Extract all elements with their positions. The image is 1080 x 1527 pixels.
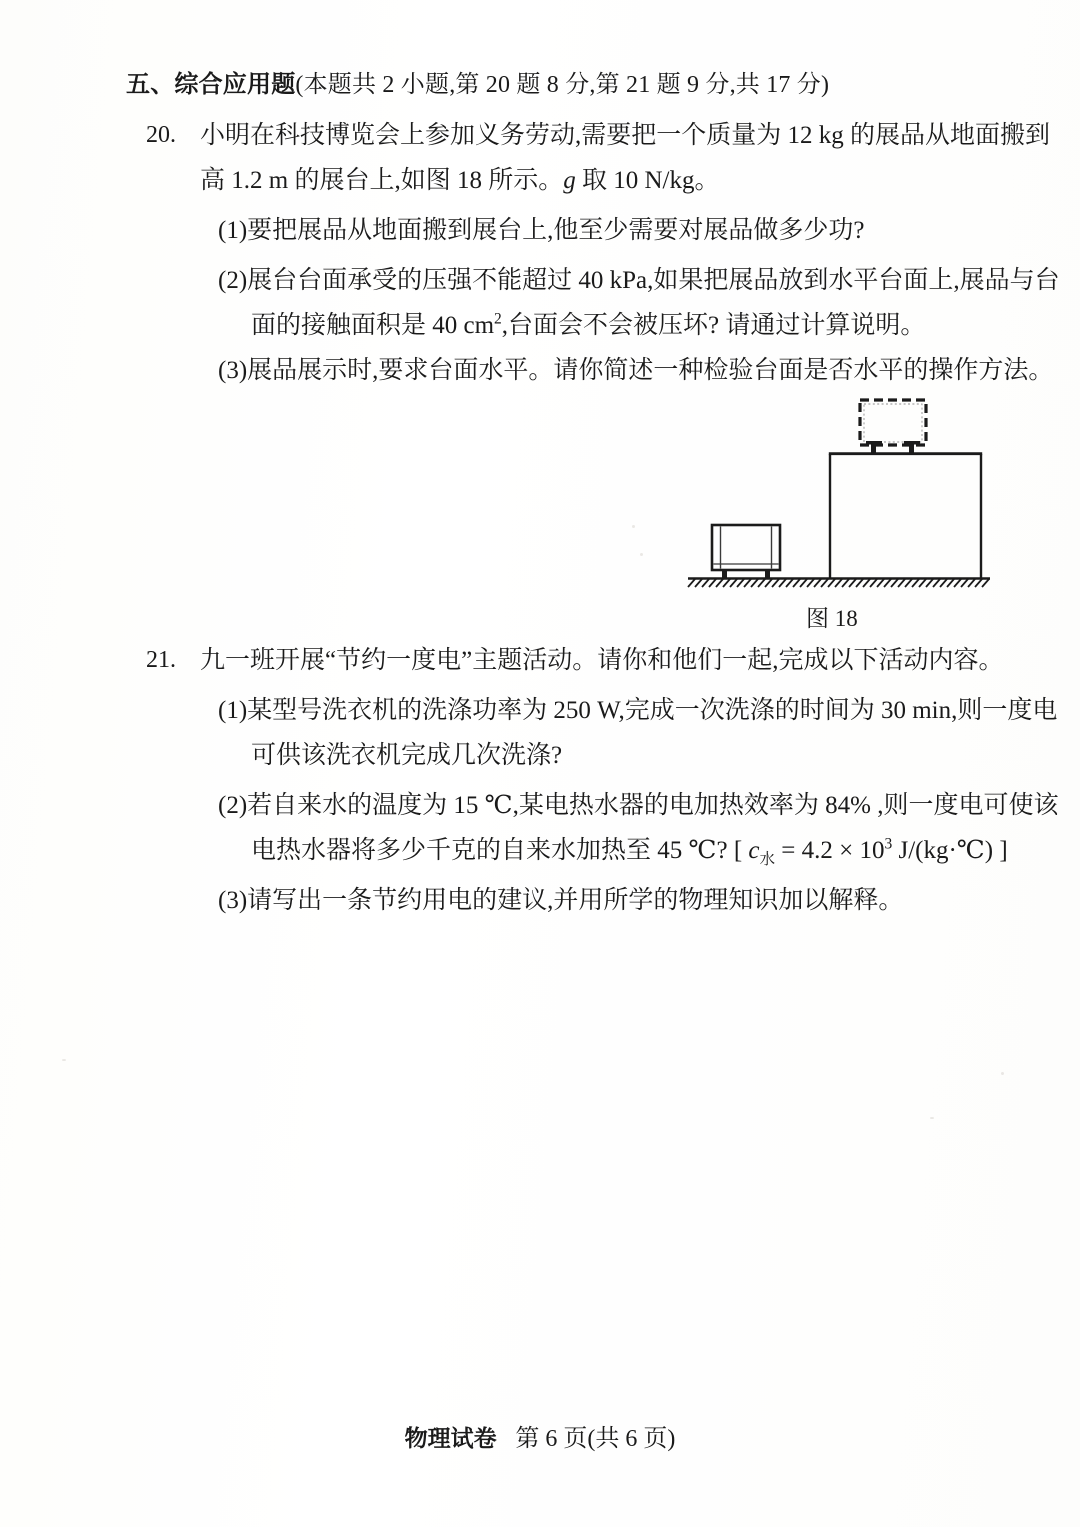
q21-p3-label: (3) xyxy=(218,887,248,914)
q20-stem2-b: 取 10 N/kg。 xyxy=(575,167,720,194)
display-platform xyxy=(829,454,982,579)
q20-gravity-symbol: g xyxy=(563,167,576,194)
scan-speck xyxy=(632,525,635,528)
question-20-part-2-line-1 xyxy=(218,258,1060,303)
question-21-part-1-line-2 xyxy=(251,733,562,778)
q20-p3-text: 展品展示时,要求台面水平。请你简述一种检验台面是否水平的操作方法。 xyxy=(247,357,1054,384)
question-20-stem-line-2 xyxy=(200,158,719,203)
page-footer xyxy=(0,1418,1080,1453)
q21-p2-text-1: 若自来水的温度为 15 ℃,某电热水器的电加热效率为 84% ,则一度电可使该 xyxy=(247,792,1059,819)
q21-specific-heat-symbol: c xyxy=(748,837,760,864)
small-exhibit-box-on-ground xyxy=(712,525,780,570)
q20-p2-text-2b: ,台面会不会被压坏? 请通过计算说明。 xyxy=(501,312,926,339)
q21-power-exponent: 3 xyxy=(884,835,893,853)
figure-18 xyxy=(660,382,1010,632)
q20-p3-label: (3) xyxy=(218,357,248,384)
q21-specific-heat-subscript: 水 xyxy=(759,851,776,868)
scan-speck xyxy=(1001,1072,1004,1075)
question-21-part-2-line-1 xyxy=(218,783,1058,828)
q21-p2-text-2a: 电热水器将多少千克的自来水加热至 45 ℃? [ xyxy=(251,837,749,864)
q20-area-exponent: 2 xyxy=(494,310,502,328)
q21-p3-text: 请写出一条节约用电的建议,并用所学的物理知识加以解释。 xyxy=(247,887,904,914)
question-20-stem-line-1: 小明在科技博览会上参加义务劳动,需要把一个质量为 12 kg 的展品从地面搬到 xyxy=(200,122,1051,149)
q21-p1-label: (1) xyxy=(218,697,248,724)
scan-speck xyxy=(930,1117,934,1119)
figure-18-caption: 图 18 xyxy=(806,606,858,631)
question-21-part-1-line-1 xyxy=(218,688,1057,733)
question-21-number: 21. xyxy=(146,647,176,673)
ground-surface xyxy=(688,579,990,588)
q20-stem2-a: 高 1.2 m 的展台上,如图 18 所示。 xyxy=(200,167,564,194)
q21-p1-text-2: 可供该洗衣机完成几次洗涤? xyxy=(251,742,563,769)
question-21-part-2-line-2 xyxy=(251,828,1008,873)
question-21-part-3 xyxy=(218,878,903,923)
question-21-stem: 九一班开展“节约一度电”主题活动。请你和他们一起,完成以下活动内容。 xyxy=(200,647,1004,674)
scan-speck xyxy=(640,553,643,556)
q20-p1-label: (1) xyxy=(218,217,248,244)
footer-page-number: 第 6 页(共 6 页) xyxy=(515,1426,676,1452)
dashed-exhibit-box xyxy=(860,400,926,445)
footer-subject: 物理试卷 xyxy=(404,1425,497,1451)
q20-p2-text-1: 展台台面承受的压强不能超过 40 kPa,如果把展品放到水平台面上,展品与台 xyxy=(247,267,1060,294)
scan-speck xyxy=(62,1059,66,1061)
question-20-part-2-line-2 xyxy=(251,303,925,348)
q21-p2-text-2b: = 4.2 × 10 xyxy=(775,837,885,864)
section-subtitle: (本题共 2 小题,第 20 题 8 分,第 21 题 9 分,共 17 分) xyxy=(295,72,830,98)
q20-p2-text-2a: 面的接触面积是 40 cm xyxy=(251,312,495,339)
section-heading xyxy=(126,70,829,100)
exhibit-box-feet xyxy=(866,441,920,453)
q20-p2-label: (2) xyxy=(218,267,248,294)
question-20-number: 20. xyxy=(146,122,176,148)
section-title: 五、综合应用题 xyxy=(126,71,296,98)
q20-p1-text: 要把展品从地面搬到展台上,他至少需要对展品做多少功? xyxy=(247,217,865,244)
q21-p2-text-2d: J/(kg·℃) ] xyxy=(892,837,1008,864)
question-20-part-1 xyxy=(218,208,865,253)
q21-p1-text-1: 某型号洗衣机的洗涤功率为 250 W,完成一次洗涤的时间为 30 min,则一度电 xyxy=(247,697,1058,724)
q21-p2-label: (2) xyxy=(218,792,248,819)
